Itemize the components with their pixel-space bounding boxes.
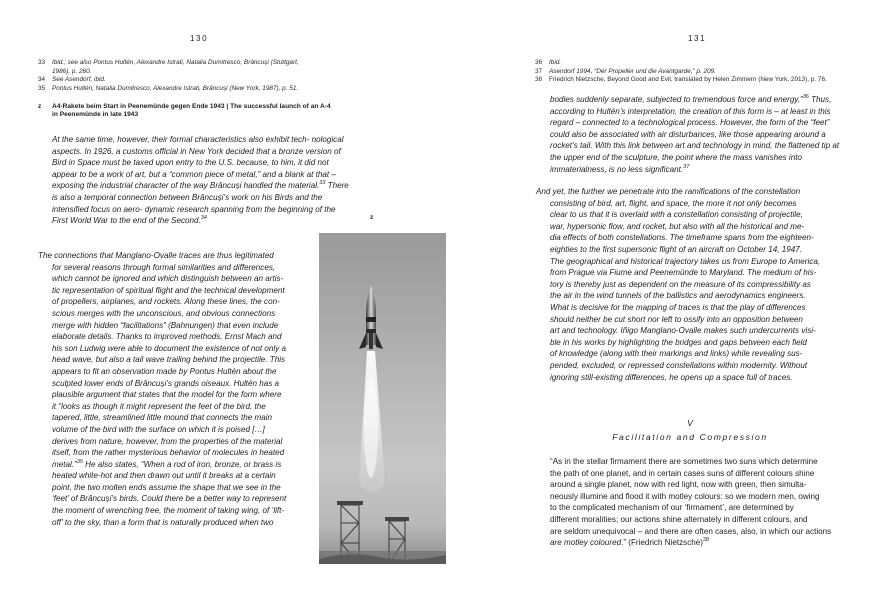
quote-line: around a single planet, now with red light, now with green, then simulta- bbox=[550, 480, 807, 490]
text-line: should neither be cut short nor left to ossify into an opposition between bbox=[550, 314, 803, 324]
text-line: clear to us that it is overlaid with a constellation consisting of projectile, bbox=[550, 210, 803, 220]
text-line: dia effects of both constellations. The timeframe spans from the eighteen- bbox=[550, 233, 814, 243]
footnote-38 bbox=[535, 76, 865, 85]
footnote-ref-38[interactable]: 38 bbox=[702, 537, 710, 544]
text-line: And yet, the further we penetrate into the ramifications of the constellation bbox=[536, 187, 801, 196]
footnote-37 bbox=[535, 68, 865, 77]
text-fragment: metal.” bbox=[52, 459, 77, 469]
text-line: from Prague via Fiume and Peenemünde to Maryland. The medium of his- bbox=[550, 268, 817, 278]
text-line: The geographical and historical trajectory takes us from Europe to America, bbox=[550, 256, 821, 266]
text-line: a bronze version of Bird in Space must be taxed upon entry to the U.S. bbox=[52, 146, 341, 168]
left-footnotes bbox=[38, 59, 358, 93]
section-title: Facilitation and Compression bbox=[612, 432, 768, 442]
text-line: elaborate details. Thanks to improved methods, Ernst Mach and bbox=[52, 332, 282, 342]
text-line: which cannot be ignored and which distinguish between an artis- bbox=[52, 274, 284, 284]
footnote-ref-34[interactable]: 34 bbox=[200, 215, 207, 222]
text-line: tory is thereby just as dependent on the measure of its compressibility as bbox=[550, 279, 811, 289]
text-line: of knowledge (along with their markings and links) while revealing sus- bbox=[550, 349, 803, 359]
quote-emphasis: are motley coloured bbox=[550, 538, 622, 548]
footnote-text-line: Friedrich Nietzsche, Beyond Good and Evil, translated by Helen Zimmern (New York, 2013), p. 76. bbox=[549, 76, 827, 84]
text-line: pended, excluded, or repressed constellations within modernity. Without bbox=[550, 360, 808, 370]
text-line: it “looks as though it might represent the feet of the bird, the bbox=[52, 401, 266, 411]
text-line: derives from nature, however, from the properties of the material bbox=[52, 436, 283, 446]
left-page-number: 130 bbox=[190, 34, 209, 43]
section-number: V bbox=[687, 418, 693, 428]
text-line: heated white-hot and then drawn out until it breaks at a certain bbox=[52, 471, 276, 481]
text-line: form of the “feet” could also be associated with air disturbances, like those bbox=[550, 118, 830, 139]
footnote-number: 37 bbox=[535, 67, 543, 75]
text-fragment: He also states, “When a rod of iron, bronze, or brass is bbox=[82, 459, 282, 469]
text-line: between Brâncuși’s work on his Birds and the intensified focus on aero- bbox=[52, 192, 323, 214]
text-line: of metal,” and a blank at that – exposing the industrial character of the bbox=[52, 169, 336, 191]
figure-caption bbox=[38, 103, 353, 120]
footnote-ref-33[interactable]: 33 bbox=[319, 180, 326, 187]
footnote-number: 36 bbox=[535, 59, 543, 66]
caption-marker: z bbox=[38, 103, 42, 110]
rocket-illustration bbox=[319, 233, 446, 564]
text-line: consisting of bird, art, flight, and space, the more it not only becomes bbox=[550, 198, 797, 208]
text-line: appearing around a rocket’s tail. With this link between art and technology bbox=[550, 129, 826, 151]
text-line: point, the two molten ends assume the shape that we see in the bbox=[52, 482, 281, 492]
footnote-number: 33 bbox=[38, 59, 46, 66]
footnote-text-line: Asendorf 1994, “Der Propeller und die Avantgarde,” p. 209. bbox=[549, 67, 716, 75]
text-line: the air in the wind tunnels of the ballistics and aerodynamics engineers. bbox=[550, 291, 806, 301]
text-line bbox=[38, 459, 318, 471]
text-fragment: way Brâncuși handled the material. bbox=[193, 181, 320, 191]
quote-line: different moralities; our actions shine alternately in different colours, and bbox=[550, 514, 808, 524]
text-line: ignoring still-existing differences, he opens up a space full of traces. bbox=[550, 372, 793, 382]
rocket-launch-photo bbox=[319, 233, 446, 564]
text-line: tapered, little, streamlined little mound that connects the main bbox=[52, 413, 272, 423]
text-fragment: War to the end of the Second. bbox=[93, 216, 201, 226]
caption-line: in Peenemünde in late 1943 bbox=[52, 111, 139, 119]
text-line: dynamic research spanning from the beginning of the First World bbox=[52, 204, 336, 226]
right-paragraph-1 bbox=[550, 94, 850, 175]
text-line: head wave, but also a tail wave trailing behind the projectile. This bbox=[52, 355, 286, 365]
footnote-text-line: See Asendorf, ibid. bbox=[52, 76, 106, 84]
figure-marker: z bbox=[370, 214, 374, 221]
right-page-number: 131 bbox=[688, 34, 707, 43]
nietzsche-quote bbox=[550, 456, 845, 549]
footnote-ref-35[interactable]: 35 bbox=[76, 458, 83, 465]
footnote-ref-37[interactable]: 37 bbox=[683, 163, 690, 170]
right-footnotes bbox=[535, 59, 865, 85]
footnote-33 bbox=[38, 59, 358, 76]
text-line: nological aspects. In 1926, a customs official in New York decided that bbox=[52, 135, 344, 156]
quote-line: the path of one planet, and in certain cases suns of different colours shine bbox=[550, 468, 815, 478]
footnote-number: 34 bbox=[38, 76, 46, 84]
footnote-text-line: Ibid. bbox=[549, 59, 562, 66]
quote-attribution: .” (Friedrich Nietzsche) bbox=[621, 538, 703, 548]
text-fragment: the mass vanishes into immaterialness, is no less significant. bbox=[550, 152, 802, 174]
footnote-text-line: Ibid.; see also Pontus Hultén, Alexandre Istrati, Natalia Dumitresco, Brâncuși (Stuttgart, bbox=[52, 59, 299, 66]
footnote-number: 38 bbox=[535, 76, 543, 84]
quote-line: neously illumine and flood it with motley colours: so we modern men, owing bbox=[550, 491, 820, 501]
left-paragraph-2 bbox=[38, 250, 318, 528]
text-line: Thus, according to Hultén’s interpretation, the creation of this form is – at bbox=[550, 95, 832, 116]
footnote-ref-36[interactable]: 36 bbox=[802, 94, 809, 100]
text-line: art and technology. Iñigo Manglano-Ovalle makes such undercurrents visi- bbox=[550, 326, 816, 336]
text-line bbox=[93, 216, 207, 225]
text-line: eighties to the first supersonic flight of an aircraft on October 14, 1947. bbox=[550, 244, 802, 254]
text-line: least in this regard – connected to a technological process. However, the bbox=[550, 106, 831, 128]
text-line: The connections that Manglano-Ovalle traces are thus legitimated bbox=[38, 251, 274, 260]
footnote-number: 35 bbox=[38, 84, 46, 92]
quote-line: are seldom unequivocal – and there are often cases, also, in which our actions bbox=[550, 526, 832, 536]
footnote-text-line: Pontus Hultén, Natalia Dumitresco, Alexandre Istrati, Brâncuși (New York, 1987), p. 51. bbox=[52, 84, 299, 92]
quote-line: “As in the stellar firmament there are sometimes two suns which determine bbox=[550, 457, 818, 466]
text-line: At the same time, however, their formal characteristics also exhibit tech- bbox=[52, 135, 310, 144]
quote-line: to the complicated mechanism of our ‘firmament’, are determined by bbox=[550, 503, 794, 513]
text-line: ble in his works by highlighting the bridges and gaps between each field bbox=[550, 337, 807, 347]
text-fragment: There is also a temporal connection bbox=[52, 181, 349, 202]
text-line: war, hypersonic flow, and rocket, but also with all the historical and me- bbox=[550, 221, 805, 231]
footnote-36 bbox=[535, 59, 865, 68]
text-line: tic representation of spiritual flight and the technical development bbox=[52, 285, 285, 295]
text-line: plausible argument that states that the model for the form where bbox=[52, 390, 282, 400]
footnote-34 bbox=[38, 76, 358, 85]
text-line: for several reasons through formal similarities and differences, bbox=[52, 262, 276, 272]
text-line: appears to fit an observation made by Pontus Hultén about the bbox=[52, 366, 277, 376]
text-line: off’ to the sky, than a form that is naturally produced when two bbox=[52, 517, 274, 527]
text-line: scious merges with the unconscious, and obvious connections bbox=[52, 308, 276, 318]
text-line: ‘feet’ of Brâncuși’s birds. Could there be a better way to represent bbox=[52, 494, 287, 504]
quote-line bbox=[550, 537, 845, 549]
text-line: the moment of wrenching free, the moment of taking wing, of ‘lift- bbox=[52, 506, 285, 516]
text-line: in mind, the flattened tip at the upper end of the sculpture, the point where bbox=[550, 141, 840, 162]
footnote-35 bbox=[38, 85, 358, 94]
text-line: because, to him, it did not appear to be a work of art, but a “common piece bbox=[52, 158, 329, 179]
text-line: itself, from the rather mysterious behavior of molecules in heated bbox=[52, 448, 285, 458]
text-line: his son Ludwig were able to document the existence of not only a bbox=[52, 343, 286, 353]
text-fragment: bodies suddenly separate, subjected to tremendous force and energy.” bbox=[550, 95, 803, 104]
text-line: What is decisive for the mapping of traces is that the play of differences bbox=[550, 302, 806, 312]
text-line: sculpted lower ends of Brâncuși’s grands oiseaux. Hultén has a bbox=[52, 378, 280, 388]
footnote-text-line: 1986), p. 260. bbox=[52, 67, 92, 75]
left-paragraph-1 bbox=[52, 134, 352, 227]
caption-line: A4-Rakete beim Start in Peenemünde gegen Ende 1943 | The successful launch of an A-4 bbox=[52, 103, 331, 110]
right-paragraph-2 bbox=[536, 186, 850, 383]
text-line: volume of the bird with the surface on which it is poised […] bbox=[52, 424, 265, 434]
text-line: of propellers, airplanes, and rockets. Along these lines, the con- bbox=[52, 297, 280, 307]
text-line bbox=[550, 95, 809, 104]
text-line: merge with hidden “facilitations” (Bahnungen) that even include bbox=[52, 320, 279, 330]
